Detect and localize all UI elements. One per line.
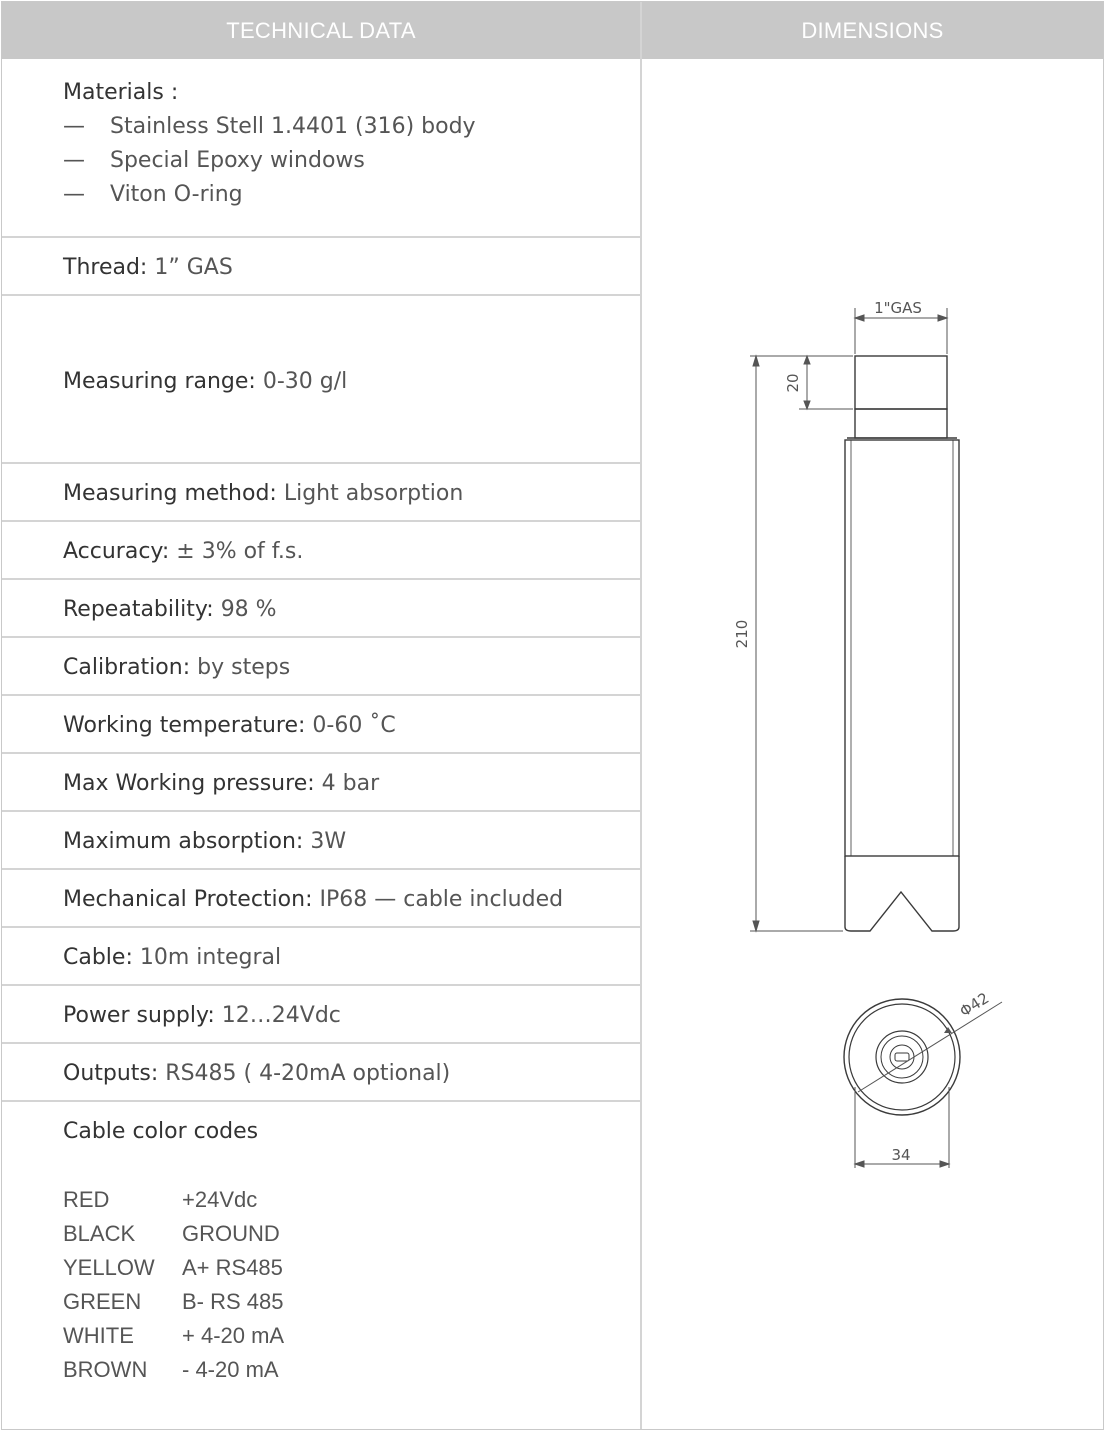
dash-bullet-icon: —	[63, 114, 85, 139]
spec-row-cable	[63, 941, 633, 975]
row-divider	[2, 636, 640, 638]
cable-color-meaning: + 4-20 mA	[182, 1323, 285, 1348]
row-divider	[2, 578, 640, 580]
spec-value: by steps	[197, 655, 291, 680]
materials-item-text: Stainless Stell 1.4401 (316) body	[110, 114, 476, 139]
spec-row-measuring-range	[63, 365, 633, 399]
cable-color-name: YELLOW	[63, 1255, 155, 1280]
cable-code-row	[63, 1319, 284, 1353]
materials-item	[63, 110, 476, 144]
row-divider	[2, 868, 640, 870]
spec-label: Accuracy:	[63, 539, 170, 564]
spec-row-outputs	[63, 1057, 633, 1091]
spec-label: Thread:	[63, 255, 148, 280]
spec-row-maximum-absorption	[63, 825, 633, 859]
sensor-end-view	[844, 999, 1002, 1115]
cable-color-meaning: B- RS 485	[182, 1289, 284, 1314]
spec-label: Power supply:	[63, 1003, 215, 1028]
spec-label: Measuring range:	[63, 369, 256, 394]
total-length-dimension	[750, 356, 853, 931]
cable-codes-title: Cable color codes	[63, 1119, 259, 1144]
cable-codes-title-row	[63, 1115, 633, 1149]
spec-value: 0-30 g/l	[262, 369, 348, 394]
cable-code-row	[63, 1251, 284, 1285]
cable-color-name: GREEN	[63, 1289, 142, 1314]
cable-code-row	[63, 1183, 284, 1217]
head-height-dimension	[799, 356, 853, 409]
cable-code-row	[63, 1353, 284, 1387]
spec-value: 98 %	[220, 597, 277, 622]
sensor-side-view	[845, 356, 959, 931]
spec-value: RS485 ( 4-20mA optional)	[165, 1061, 451, 1086]
cable-codes-table	[63, 1183, 284, 1387]
column-divider	[640, 2, 642, 1429]
total-length-label: 210	[733, 619, 751, 649]
spec-row-measuring-method	[63, 477, 633, 511]
spec-value: 10m integral	[139, 945, 282, 970]
row-divider	[2, 1042, 640, 1044]
row-divider	[2, 810, 640, 812]
sensor-tip	[845, 856, 959, 931]
spec-label: Repeatability:	[63, 597, 214, 622]
cable-color-meaning: - 4-20 mA	[182, 1357, 279, 1382]
cable-color-name: RED	[63, 1187, 110, 1212]
materials-item	[63, 144, 476, 178]
spec-label: Max Working pressure:	[63, 771, 315, 796]
materials-item-text: Viton O-ring	[110, 182, 243, 207]
spec-value: 12…24Vdc	[221, 1003, 341, 1028]
cable-color-meaning: GROUND	[182, 1221, 280, 1246]
width-label: 34	[891, 1146, 911, 1164]
spec-label: Maximum absorption:	[63, 829, 304, 854]
row-divider	[2, 462, 640, 464]
technical-data-header: TECHNICAL DATA	[2, 2, 640, 59]
cable-color-name: BROWN	[63, 1357, 148, 1382]
row-divider	[2, 294, 640, 296]
spec-row-power-supply	[63, 999, 633, 1033]
spec-label: Measuring method:	[63, 481, 277, 506]
sensor-body	[845, 440, 959, 856]
spec-row-accuracy	[63, 535, 633, 569]
spec-row-mechanical-protection	[63, 883, 633, 917]
materials-list	[63, 110, 476, 212]
spec-label: Outputs:	[63, 1061, 159, 1086]
materials-label	[63, 76, 633, 110]
spec-label: Cable:	[63, 945, 133, 970]
spec-row-thread	[63, 251, 633, 285]
row-divider	[2, 926, 640, 928]
spec-value: 4 bar	[321, 771, 380, 796]
cable-color-name: WHITE	[63, 1323, 134, 1348]
spec-row-working-temperature	[63, 709, 633, 743]
cable-code-row	[63, 1285, 284, 1319]
head-height-label: 20	[784, 373, 802, 393]
thread-dimension-label: 1"GAS	[874, 299, 922, 317]
materials-item-text: Special Epoxy windows	[110, 148, 365, 173]
row-divider	[2, 694, 640, 696]
cable-color-name: BLACK	[63, 1221, 136, 1246]
spec-value: 1” GAS	[154, 255, 233, 280]
spec-row-calibration	[63, 651, 633, 685]
row-divider	[2, 984, 640, 986]
cable-code-row	[63, 1217, 284, 1251]
row-divider	[2, 752, 640, 754]
cable-color-meaning: A+ RS485	[182, 1255, 283, 1280]
materials-item	[63, 178, 476, 212]
spec-sheet	[1, 1, 1104, 1430]
row-divider	[2, 520, 640, 522]
spec-row-repeatability	[63, 593, 633, 627]
thread-head	[855, 356, 947, 409]
spec-label: Mechanical Protection:	[63, 887, 313, 912]
spec-label: Working temperature:	[63, 713, 306, 738]
spec-value: ± 3% of f.s.	[176, 539, 304, 564]
dash-bullet-icon: —	[63, 148, 85, 173]
diameter-label: Φ42	[956, 988, 993, 1021]
dimensions-header: DIMENSIONS	[642, 2, 1103, 59]
thread-neck	[855, 409, 947, 438]
spec-label: Calibration:	[63, 655, 191, 680]
dash-bullet-icon: —	[63, 182, 85, 207]
spec-value: 0-60 ˚C	[312, 713, 396, 738]
spec-value: 3W	[310, 829, 347, 854]
spec-value: IP68 — cable included	[319, 887, 564, 912]
sensor-dimension-drawing	[643, 61, 1103, 1429]
row-divider	[2, 1100, 640, 1102]
spec-row-max-working-pressure	[63, 767, 633, 801]
cable-color-meaning: +24Vdc	[182, 1187, 258, 1212]
row-divider	[2, 236, 640, 238]
spec-value: Light absorption	[283, 481, 464, 506]
materials-heading: Materials :	[63, 80, 179, 105]
